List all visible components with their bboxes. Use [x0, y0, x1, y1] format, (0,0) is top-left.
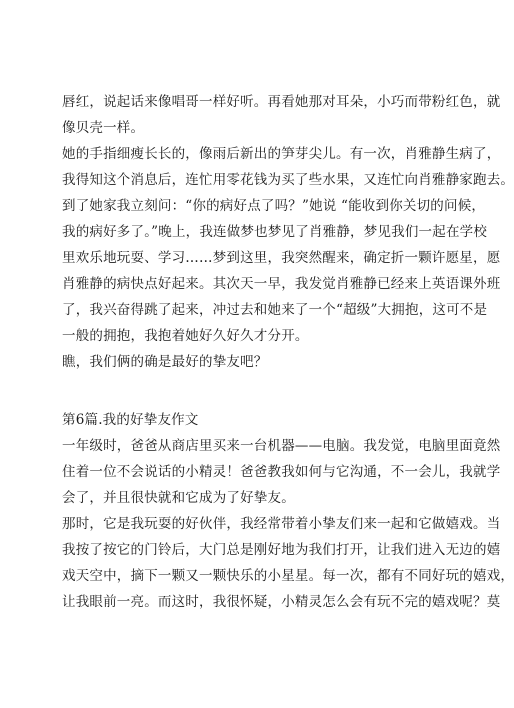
paragraph-line: 到了她家我立刻问：“你的病好点了吗？”她说 “能收到你关切的问候，	[62, 198, 486, 214]
paragraph-line: 会了，并且很快就和它成为了好挚友。	[62, 490, 295, 506]
section-heading: 第6篇.我的好挚友作文	[62, 412, 199, 428]
paragraph-line: 她的手指细瘦长长的，像雨后新出的笋芽尖儿。有一次，肖雅静生病了，	[62, 146, 501, 162]
paragraph-line: 我得知这个消息后，连忙用零花钱为买了些水果，又连忙向肖雅静家跑去。	[62, 172, 514, 188]
paragraph-line: 像贝壳一样。	[62, 120, 145, 136]
paragraph-line: 唇红，说起话来像唱哥一样好听。再看她那对耳朵，小巧而带粉红色，就	[62, 94, 501, 110]
paragraph-line: 了，我兴奋得跳了起来，冲过去和她来了一个“超级”大拥抱，这可不是	[62, 302, 488, 318]
paragraph-line: 肖雅静的病快点好起来。其次天一早，我发觉肖雅静已经来上英语课外班	[62, 276, 501, 292]
paragraph-line: 戏天空中，摘下一颗又一颗快乐的小星星。每一次，都有不同好玩的嬉戏，	[62, 568, 514, 584]
paragraph-line: 住着一位不会说话的小精灵！爸爸教我如何与它沟通，不一会儿，我就学	[62, 464, 501, 480]
paragraph-line: 我按了按它的门铃后，大门总是刚好地为我们打开，让我们进入无边的嬉	[62, 542, 501, 558]
paragraph-line: 一年级时，爸爸从商店里买来一台机器——电脑。我发觉，电脑里面竟然	[62, 438, 501, 454]
paragraph-line: 瞧，我们俩的确是最好的挚友吧？	[62, 354, 268, 370]
paragraph-line: 那时，它是我玩耍的好伙伴，我经常带着小挚友们来一起和它做嬉戏。当	[62, 516, 501, 532]
paragraph-line: 一般的拥抱，我抱着她好久好久才分开。	[62, 328, 309, 344]
paragraph-line: 我的病好多了。”晚上，我连做梦也梦见了肖雅静，梦见我们一起在学校	[62, 224, 488, 240]
paragraph-line: 让我眼前一亮。而这时，我很怀疑，小精灵怎么会有玩不完的嬉戏呢？莫	[62, 594, 501, 610]
paragraph-line: 里欢乐地玩耍、学习……梦到这里，我突然醒来，确定折一颗许愿星，愿	[62, 250, 501, 266]
